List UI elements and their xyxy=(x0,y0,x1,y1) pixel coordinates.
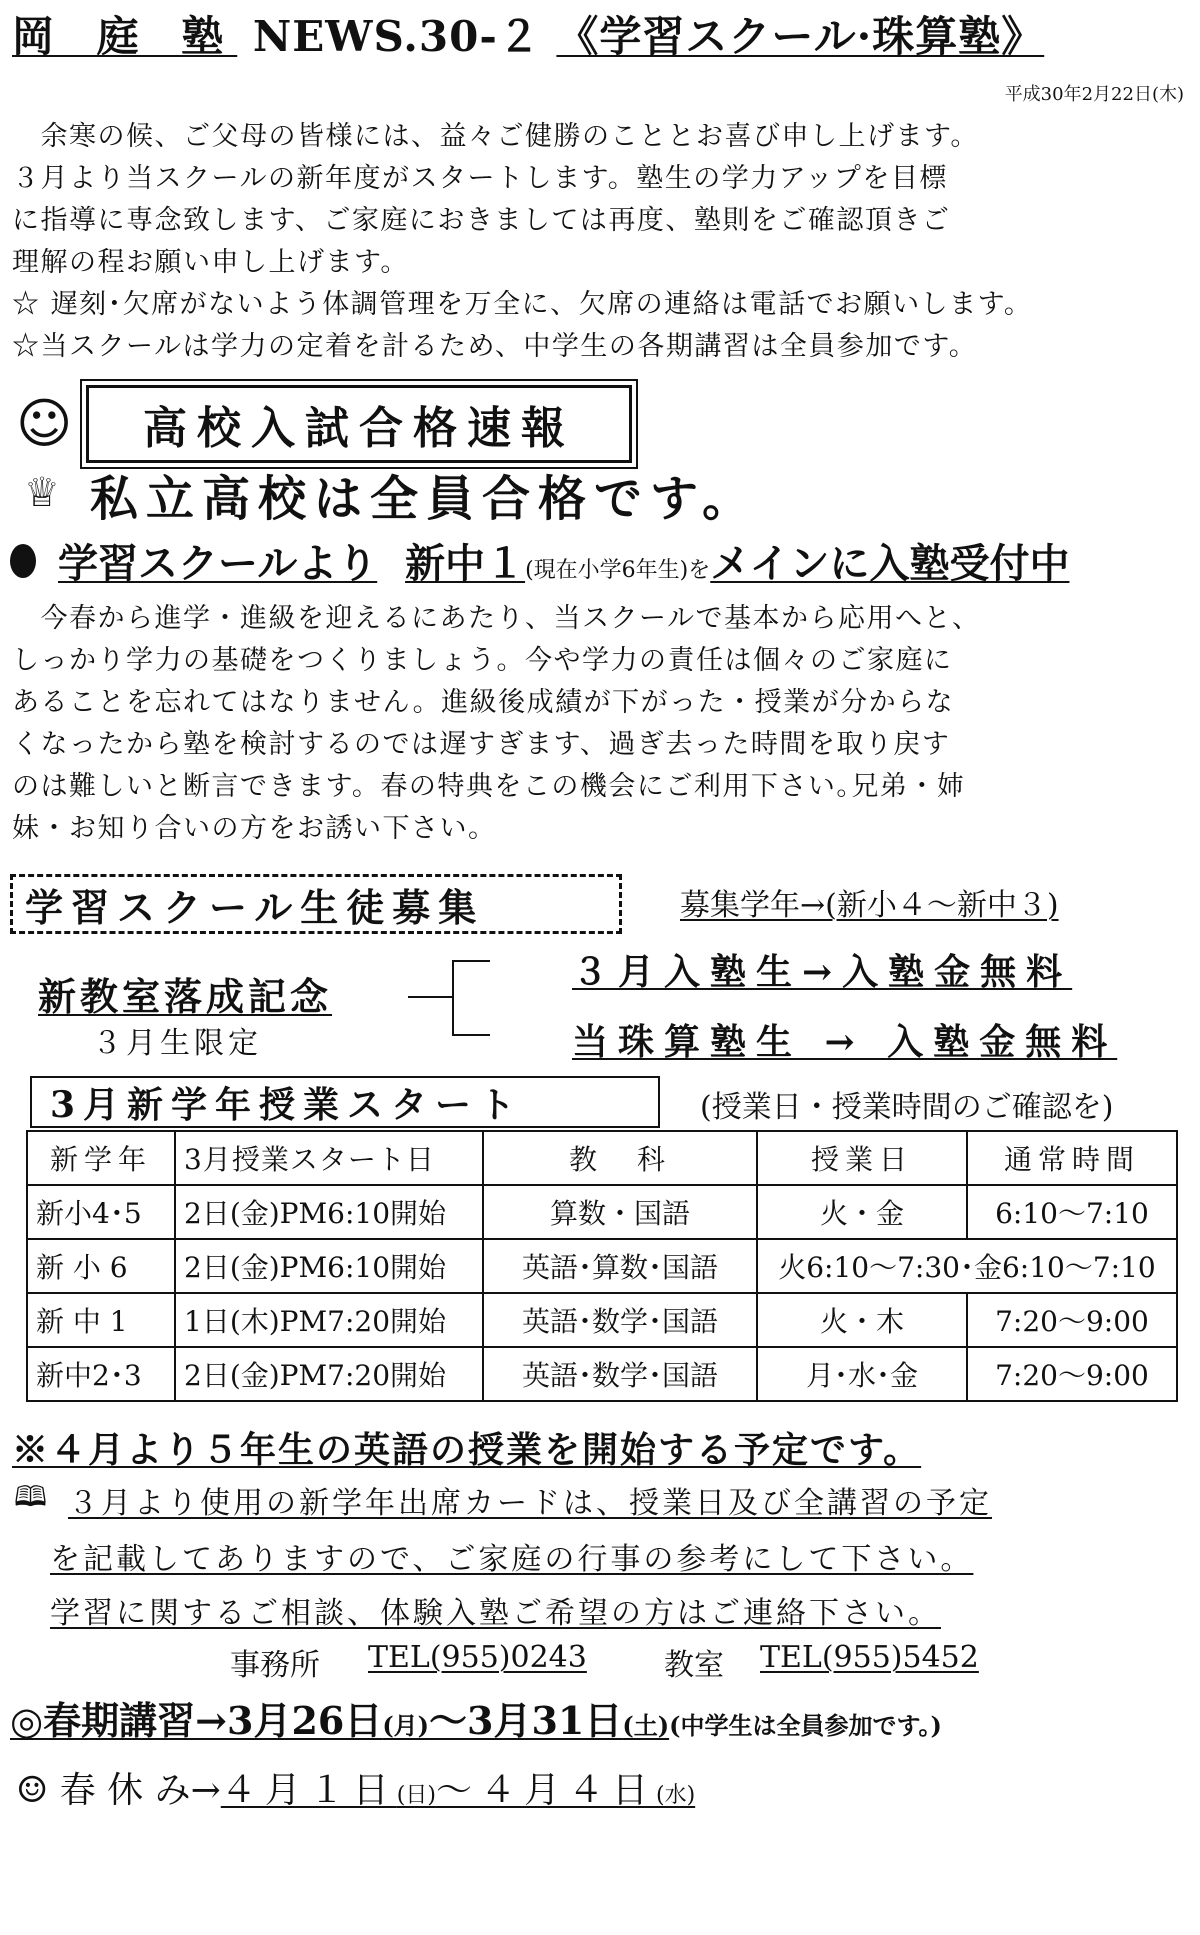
spring-start: ◎春期講習→3月26日 xyxy=(10,1698,383,1743)
cell-start: 2日(金)PM6:10開始 xyxy=(175,1239,483,1293)
cell-grade: 新小4･5 xyxy=(27,1185,175,1239)
bracket xyxy=(452,960,490,1036)
smile-icon: ☺ xyxy=(16,392,73,455)
cell-subject: 英語･算数･国語 xyxy=(483,1239,757,1293)
enroll-tail: メインに入塾受付中 xyxy=(710,540,1070,587)
cell-time: 7:20～9:00 xyxy=(967,1293,1177,1347)
col-grade: 新学年 xyxy=(27,1131,175,1185)
cell-start: 2日(金)PM6:10開始 xyxy=(175,1185,483,1239)
schedule-note: (授業日・授業時間のご確認を) xyxy=(700,1090,1114,1125)
spring-course xyxy=(10,1690,942,1745)
intro-line: 余寒の候、ご父母の皆様には、益々ご健勝のこととお喜び申し上げます。 xyxy=(12,121,979,152)
table-header-row xyxy=(27,1131,1177,1185)
intro-line: に指導に専念致します、ご家庭におきましては再度、塾則をご確認頂きご xyxy=(12,205,951,236)
spring-note: (中学生は全員参加です。) xyxy=(669,1711,942,1740)
crown-icon: ♕ xyxy=(24,470,60,516)
school-name: 岡 庭 塾 xyxy=(12,12,238,61)
cell-time: 6:10～7:10 xyxy=(967,1185,1177,1239)
cell-time: 7:20～9:00 xyxy=(967,1347,1177,1401)
cell-days-time: 火6:10～7:30･金6:10～7:10 xyxy=(757,1239,1177,1293)
recruit-range: 募集学年→(新小４～新中３) xyxy=(680,888,1059,923)
cell-subject: 算数・国語 xyxy=(483,1185,757,1239)
class-tel[interactable]: TEL(955)5452 xyxy=(760,1640,979,1675)
table-row xyxy=(27,1347,1177,1401)
office-tel[interactable]: TEL(955)0243 xyxy=(368,1640,587,1675)
spring-day2: (土) xyxy=(622,1711,670,1740)
consult-note: 学習に関するご相談、体験入塾ご希望の方はご連絡下さい。 xyxy=(50,1596,941,1631)
enroll-headline xyxy=(58,532,1069,589)
cell-days: 火・金 xyxy=(757,1185,967,1239)
book-icon: 🕮 xyxy=(14,1480,48,1513)
table-row xyxy=(27,1239,1177,1293)
pass-headline: 私立高校は全員合格です。 xyxy=(90,471,759,527)
card-note-line1: ３月より使用の新学年出席カードは、授業日及び全講習の予定 xyxy=(68,1486,992,1521)
limited-label: ３月生限定 xyxy=(92,1026,262,1061)
intro-line: 理解の程お願い申し上げます。 xyxy=(12,247,409,278)
enroll-line: 妹・お知り合いの方をお誘い下さい。 xyxy=(12,813,497,844)
offer-march: ３月入塾生→入塾金無料 xyxy=(572,951,1073,993)
schedule-table xyxy=(26,1130,1178,1402)
enroll-line: くなったから塾を検討するのでは遅すぎます、過ぎ去った時間を取り戻す xyxy=(12,729,951,760)
cell-subject: 英語･数学･国語 xyxy=(483,1293,757,1347)
col-days: 授業日 xyxy=(757,1131,967,1185)
card-note-line2: を記載してありますので、ご家庭の行事の参考にして下さい。 xyxy=(50,1542,974,1577)
holiday-day1: (日) xyxy=(396,1783,436,1808)
intro-line: ☆ 遅刻･欠席がないよう体調管理を万全に、欠席の連絡は電話でお願いします。 xyxy=(12,289,1033,320)
cell-days: 月･水･金 xyxy=(757,1347,967,1401)
schedule-title: 3月新学年授業スタート xyxy=(30,1076,660,1128)
page-title xyxy=(12,4,1044,64)
cell-grade: 新中2･3 xyxy=(27,1347,175,1401)
cell-start: 1日(木)PM7:20開始 xyxy=(175,1293,483,1347)
enroll-line: のは難しいと断言できます。春の特典をこの機会にご利用下さい｡兄弟・姉 xyxy=(12,771,966,802)
col-time: 通常時間 xyxy=(967,1131,1177,1185)
offer-abacus: 当珠算塾生 → 入塾金無料 xyxy=(572,1021,1118,1063)
table-row xyxy=(27,1185,1177,1239)
issue-date: 平成30年2月22日(木) xyxy=(1004,84,1184,105)
cell-days: 火・木 xyxy=(757,1293,967,1347)
memorial-label: 新教室落成記念 xyxy=(38,974,333,1019)
bullet-icon xyxy=(10,544,36,578)
enroll-line: あることを忘れてはなりません。進級後成績が下がった・授業が分からな xyxy=(12,687,955,718)
col-subject: 教 科 xyxy=(483,1131,757,1185)
office-label: 事務所 xyxy=(230,1648,320,1683)
enroll-lead: 学習スクールより xyxy=(58,540,378,587)
enroll-target: 新中１ xyxy=(405,540,526,587)
cell-grade: 新 中 1 xyxy=(27,1293,175,1347)
holiday-from: ４月１日 xyxy=(220,1770,397,1811)
cell-subject: 英語･数学･国語 xyxy=(483,1347,757,1401)
brand-name: 《学習スクール·珠算塾》 xyxy=(556,12,1045,61)
enroll-line: 今春から進学・進級を迎えるにあたり、当スクールで基本から応用へと、 xyxy=(12,603,981,634)
holiday-day2: (水) xyxy=(655,1783,696,1808)
recruit-title: 学習スクール生徒募集 xyxy=(10,874,622,934)
intro-line: ☆当スクールは学力の定着を計るため、中学生の各期講習は全員参加です。 xyxy=(12,331,978,362)
bracket-line xyxy=(408,996,452,998)
holiday-to: ～４月４日 xyxy=(435,1770,656,1811)
issue-number: NEWS.30-２ xyxy=(252,12,541,61)
holiday-label: ☺ 春 休 み→ xyxy=(16,1770,221,1811)
spring-holiday xyxy=(16,1762,695,1813)
col-start: 3月授業スタート日 xyxy=(175,1131,483,1185)
intro-line: ３月より当スクールの新年度がスタートします。塾生の学力アップを目標 xyxy=(12,163,948,194)
cell-grade: 新 小 6 xyxy=(27,1239,175,1293)
spring-day1: (月) xyxy=(382,1711,430,1740)
cell-start: 2日(金)PM7:20開始 xyxy=(175,1347,483,1401)
table-row xyxy=(27,1293,1177,1347)
spring-end: ～3月31日 xyxy=(429,1698,623,1743)
class-label: 教室 xyxy=(664,1648,724,1683)
enroll-target-note: (現在小学6年生) xyxy=(525,558,689,583)
pass-report-title: 高校入試合格速報 xyxy=(86,385,632,463)
enroll-line: しっかり学力の基礎をつくりましょう。今や学力の責任は個々のご家庭に xyxy=(12,645,953,676)
grade5-english-note: ※４月より５年生の英語の授業を開始する予定です。 xyxy=(12,1429,922,1471)
enroll-connector: を xyxy=(688,558,711,583)
